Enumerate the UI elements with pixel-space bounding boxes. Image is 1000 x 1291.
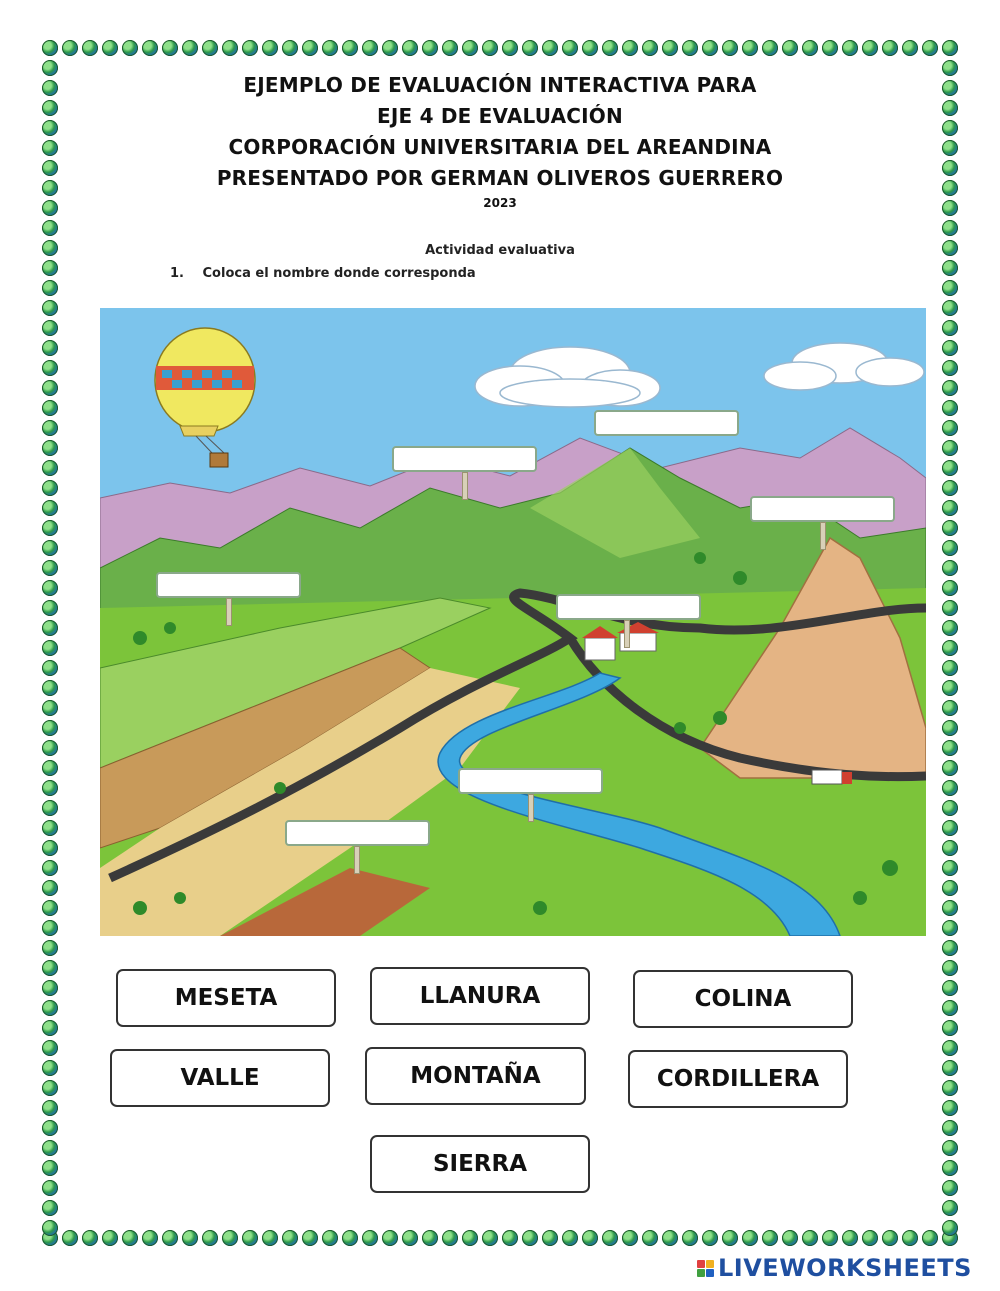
globe-icon (942, 600, 958, 616)
globe-icon (622, 40, 638, 56)
globe-icon (942, 620, 958, 636)
globe-icon (942, 380, 958, 396)
globe-icon (42, 720, 58, 736)
globe-icon (502, 1230, 518, 1246)
globe-icon (842, 40, 858, 56)
drop-box-4[interactable] (156, 572, 301, 598)
globe-icon (462, 40, 478, 56)
globe-icon (942, 360, 958, 376)
word-card-colina[interactable]: COLINA (633, 970, 853, 1028)
globe-icon (182, 1230, 198, 1246)
globe-icon (942, 900, 958, 916)
globe-icon (242, 40, 258, 56)
globe-icon (42, 1160, 58, 1176)
globe-icon (122, 1230, 138, 1246)
globe-icon (882, 1230, 898, 1246)
globe-icon (42, 840, 58, 856)
globe-icon (662, 1230, 678, 1246)
globe-icon (642, 1230, 658, 1246)
globe-icon (942, 720, 958, 736)
globe-icon (342, 40, 358, 56)
globe-icon (42, 580, 58, 596)
word-card-llanura[interactable]: LLANURA (370, 967, 590, 1025)
globe-icon (102, 40, 118, 56)
globe-icon (942, 480, 958, 496)
globe-icon (942, 700, 958, 716)
globe-icon (442, 1230, 458, 1246)
liveworksheets-logo[interactable] (697, 1254, 972, 1282)
globe-icon (42, 1100, 58, 1116)
globe-icon (42, 860, 58, 876)
globe-icon (82, 1230, 98, 1246)
globe-icon (42, 940, 58, 956)
globe-icon (942, 940, 958, 956)
globe-icon (282, 1230, 298, 1246)
globe-icon (942, 540, 958, 556)
globe-icon (942, 860, 958, 876)
globe-icon (322, 40, 338, 56)
globe-icon (42, 680, 58, 696)
border-right (940, 38, 960, 1248)
globe-icon (562, 40, 578, 56)
globe-icon (42, 480, 58, 496)
globe-icon (942, 1060, 958, 1076)
drop-box-6[interactable] (458, 768, 603, 794)
globe-icon (502, 40, 518, 56)
word-card-cordillera[interactable]: CORDILLERA (628, 1050, 848, 1108)
globe-icon (942, 460, 958, 476)
globe-icon (802, 1230, 818, 1246)
drop-box-post (528, 794, 534, 822)
globe-icon (942, 780, 958, 796)
globe-icon (942, 1100, 958, 1116)
globe-icon (642, 40, 658, 56)
globe-icon (42, 780, 58, 796)
globe-icon (942, 340, 958, 356)
globe-icon (42, 220, 58, 236)
instruction-number: 1. (170, 266, 184, 281)
globe-icon (742, 40, 758, 56)
globe-icon (222, 1230, 238, 1246)
globe-icon (922, 1230, 938, 1246)
drop-box-post (354, 846, 360, 874)
word-card-valle[interactable]: VALLE (110, 1049, 330, 1107)
globe-icon (42, 320, 58, 336)
globe-icon (402, 40, 418, 56)
globe-icon (42, 1220, 58, 1236)
globe-icon (942, 820, 958, 836)
globe-icon (942, 740, 958, 756)
globe-icon (682, 40, 698, 56)
globe-icon (82, 40, 98, 56)
globe-icon (582, 40, 598, 56)
globe-icon (942, 920, 958, 936)
globe-icon (42, 620, 58, 636)
globe-icon (942, 280, 958, 296)
globe-icon (42, 1200, 58, 1216)
globe-icon (942, 520, 958, 536)
globe-icon (702, 1230, 718, 1246)
globe-icon (42, 1080, 58, 1096)
globe-icon (922, 40, 938, 56)
worksheet-header (0, 70, 1000, 210)
header-line-3: CORPORACIÓN UNIVERSITARIA DEL AREANDINA (228, 135, 772, 159)
globe-icon (942, 300, 958, 316)
globe-icon (482, 40, 498, 56)
globe-icon (942, 1180, 958, 1196)
globe-icon (902, 40, 918, 56)
globe-icon (182, 40, 198, 56)
globe-icon (302, 1230, 318, 1246)
header-year: 2023 (483, 196, 517, 210)
globe-icon (862, 1230, 878, 1246)
drop-box-2[interactable] (594, 410, 739, 436)
globe-icon (202, 40, 218, 56)
globe-icon (942, 660, 958, 676)
globe-icon (482, 1230, 498, 1246)
globe-icon (302, 40, 318, 56)
globe-icon (702, 40, 718, 56)
globe-icon (582, 1230, 598, 1246)
globe-icon (902, 1230, 918, 1246)
globe-icon (242, 1230, 258, 1246)
word-card-sierra[interactable]: SIERRA (370, 1135, 590, 1193)
globe-icon (822, 1230, 838, 1246)
globe-icon (942, 880, 958, 896)
globe-icon (42, 900, 58, 916)
globe-icon (142, 40, 158, 56)
globe-icon (362, 1230, 378, 1246)
globe-icon (382, 40, 398, 56)
globe-icon (42, 1000, 58, 1016)
landscape-illustration (100, 308, 926, 936)
globe-icon (942, 560, 958, 576)
globe-icon (942, 640, 958, 656)
globe-icon (942, 800, 958, 816)
globe-icon (42, 800, 58, 816)
landscape-drawing (100, 308, 926, 936)
drop-box-post (462, 472, 468, 500)
globe-icon (722, 1230, 738, 1246)
drop-box-1[interactable] (392, 446, 537, 472)
header-line-4: PRESENTADO POR GERMAN OLIVEROS GUERRERO (216, 166, 784, 190)
globe-icon (42, 640, 58, 656)
globe-icon (462, 1230, 478, 1246)
globe-icon (262, 1230, 278, 1246)
globe-icon (942, 1140, 958, 1156)
globe-icon (942, 1120, 958, 1136)
globe-icon (42, 1180, 58, 1196)
globe-icon (42, 1020, 58, 1036)
globe-icon (162, 1230, 178, 1246)
globe-icon (322, 1230, 338, 1246)
border-bottom (40, 1228, 960, 1248)
globe-icon (42, 360, 58, 376)
drop-box-post (226, 598, 232, 626)
globe-icon (42, 600, 58, 616)
globe-icon (382, 1230, 398, 1246)
globe-icon (682, 1230, 698, 1246)
instruction (170, 266, 476, 281)
globe-icon (42, 1120, 58, 1136)
globe-icon (822, 40, 838, 56)
header-line-2: EJE 4 DE EVALUACIÓN (377, 104, 623, 128)
globe-icon (942, 440, 958, 456)
globe-icon (842, 1230, 858, 1246)
globe-icon (942, 1200, 958, 1216)
globe-icon (42, 960, 58, 976)
globe-icon (42, 1140, 58, 1156)
globe-icon (942, 680, 958, 696)
globe-icon (42, 760, 58, 776)
word-card-montana[interactable]: MONTAÑA (365, 1047, 586, 1105)
globe-icon (722, 40, 738, 56)
globe-icon (42, 300, 58, 316)
globe-icon (542, 40, 558, 56)
globe-icon (62, 40, 78, 56)
globe-icon (422, 1230, 438, 1246)
globe-icon (42, 500, 58, 516)
globe-icon (42, 880, 58, 896)
globe-icon (782, 1230, 798, 1246)
globe-icon (942, 400, 958, 416)
globe-icon (42, 380, 58, 396)
globe-icon (142, 1230, 158, 1246)
globe-icon (342, 1230, 358, 1246)
globe-icon (42, 440, 58, 456)
activity-title: Actividad evaluativa (425, 243, 575, 258)
globe-icon (762, 40, 778, 56)
globe-icon (862, 40, 878, 56)
globe-icon (42, 520, 58, 536)
globe-icon (522, 1230, 538, 1246)
globe-icon (942, 1160, 958, 1176)
globe-icon (942, 1080, 958, 1096)
globe-icon (42, 460, 58, 476)
globe-icon (282, 40, 298, 56)
globe-icon (202, 1230, 218, 1246)
globe-icon (562, 1230, 578, 1246)
header-line-1: EJEMPLO DE EVALUACIÓN INTERACTIVA PARA (243, 73, 757, 97)
globe-icon (942, 220, 958, 236)
globe-icon (662, 40, 678, 56)
globe-icon (42, 820, 58, 836)
globe-icon (942, 1000, 958, 1016)
drop-box-post (820, 522, 826, 550)
liveworksheets-logo-icon (697, 1260, 714, 1277)
globe-icon (942, 500, 958, 516)
globe-icon (942, 1020, 958, 1036)
globe-icon (762, 1230, 778, 1246)
drop-box-7[interactable] (285, 820, 430, 846)
border-top (40, 38, 960, 58)
globe-icon (942, 40, 958, 56)
border-left (40, 38, 60, 1248)
globe-icon (942, 320, 958, 336)
globe-icon (942, 840, 958, 856)
globe-icon (42, 260, 58, 276)
globe-icon (42, 980, 58, 996)
globe-icon (42, 700, 58, 716)
globe-icon (42, 740, 58, 756)
globe-icon (222, 40, 238, 56)
word-card-meseta[interactable]: MESETA (116, 969, 336, 1027)
globe-icon (42, 280, 58, 296)
globe-icon (942, 1040, 958, 1056)
globe-icon (942, 980, 958, 996)
globe-icon (782, 40, 798, 56)
drop-box-5[interactable] (556, 594, 701, 620)
globe-icon (522, 40, 538, 56)
globe-icon (162, 40, 178, 56)
globe-icon (362, 40, 378, 56)
globe-icon (942, 960, 958, 976)
globe-icon (622, 1230, 638, 1246)
drop-box-3[interactable] (750, 496, 895, 522)
globe-icon (102, 1230, 118, 1246)
globe-icon (942, 580, 958, 596)
globe-icon (262, 40, 278, 56)
globe-icon (942, 420, 958, 436)
globe-icon (602, 1230, 618, 1246)
globe-icon (442, 40, 458, 56)
globe-icon (42, 560, 58, 576)
globe-icon (122, 40, 138, 56)
globe-icon (942, 260, 958, 276)
globe-icon (542, 1230, 558, 1246)
globe-icon (42, 40, 58, 56)
globe-icon (802, 40, 818, 56)
globe-icon (942, 1220, 958, 1236)
globe-icon (602, 40, 618, 56)
globe-icon (42, 660, 58, 676)
globe-icon (42, 400, 58, 416)
drop-box-post (624, 620, 630, 648)
globe-icon (942, 760, 958, 776)
globe-icon (422, 40, 438, 56)
globe-icon (402, 1230, 418, 1246)
globe-icon (42, 1040, 58, 1056)
instruction-text: Coloca el nombre donde corresponda (202, 266, 476, 281)
globe-icon (42, 1060, 58, 1076)
liveworksheets-logo-text: LIVEWORKSHEETS (718, 1254, 972, 1282)
globe-icon (882, 40, 898, 56)
globe-icon (62, 1230, 78, 1246)
globe-icon (42, 540, 58, 556)
globe-icon (42, 340, 58, 356)
globe-icon (42, 420, 58, 436)
globe-icon (742, 1230, 758, 1246)
globe-icon (42, 920, 58, 936)
